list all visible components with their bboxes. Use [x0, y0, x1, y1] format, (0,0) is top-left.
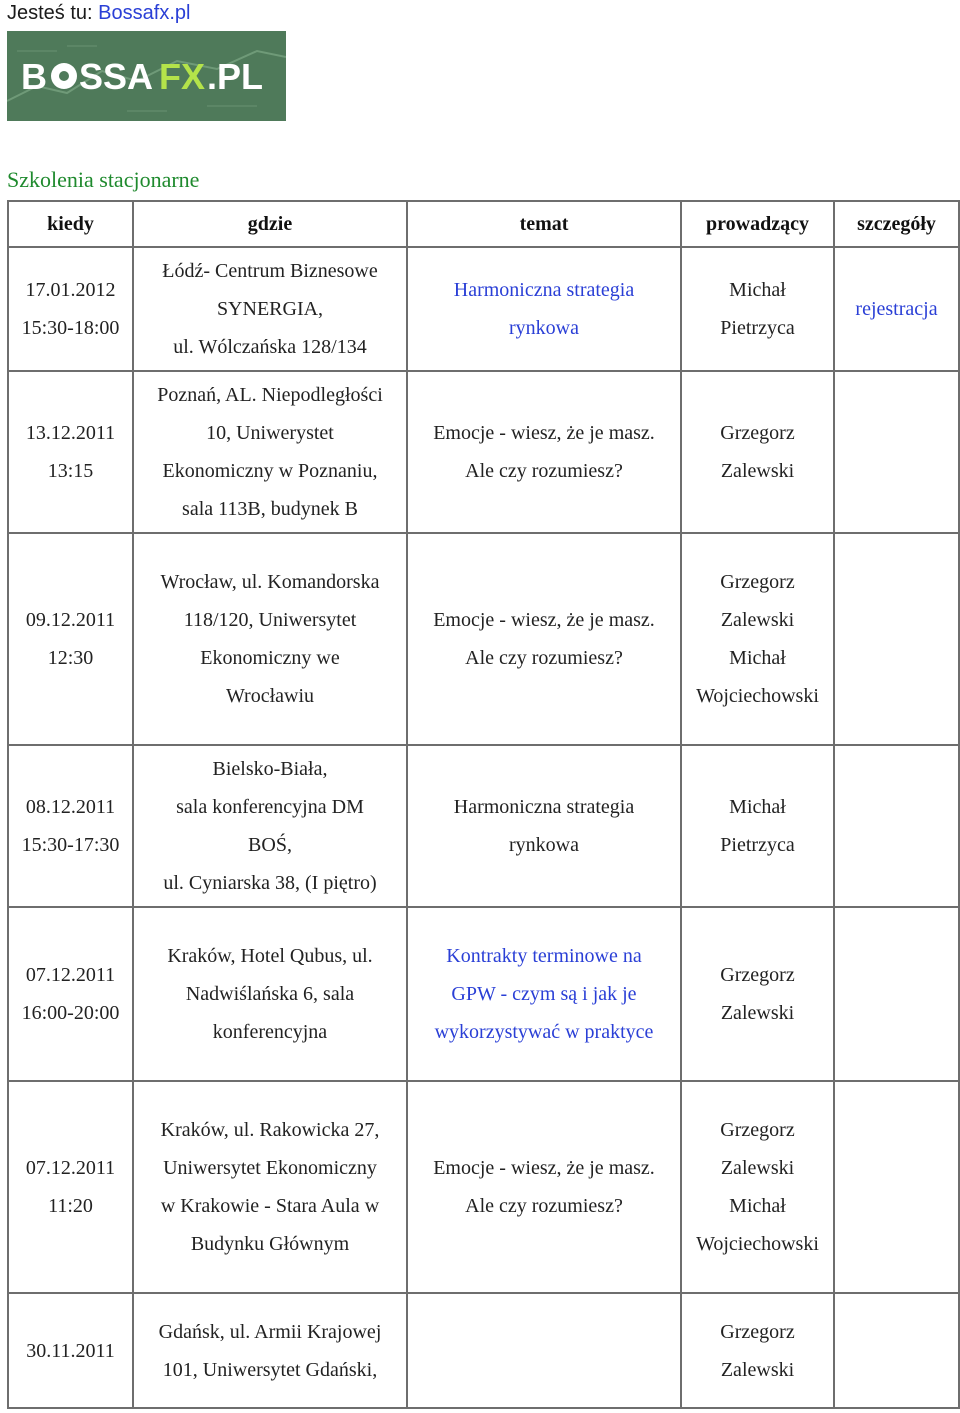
cell-prowadzacy: [681, 1293, 834, 1408]
cell-kiedy: [8, 745, 133, 907]
table-row: [8, 247, 959, 371]
cell-szczegoly: [834, 1081, 959, 1293]
prowadzacy-line: Grzegorz: [720, 964, 795, 986]
cell-gdzie: [133, 1293, 407, 1408]
temat-line: Harmoniczna strategia: [453, 796, 635, 818]
temat-line[interactable]: GPW - czym są i jak je: [451, 983, 637, 1005]
temat-line[interactable]: Kontrakty terminowe na: [446, 945, 642, 967]
prowadzacy-line: Zalewski: [720, 1157, 795, 1179]
breadcrumb: [7, 1, 190, 25]
table-header-row: [8, 201, 959, 247]
cell-prowadzacy: [681, 745, 834, 907]
gdzie-line: Poznań, AL. Niepodległości: [157, 384, 383, 406]
prowadzacy-line: Grzegorz: [720, 1119, 795, 1141]
temat-line[interactable]: rynkowa: [509, 317, 579, 339]
gdzie-line: 118/120, Uniwersytet: [183, 609, 357, 631]
logo-text-ssa: SSA: [79, 56, 154, 97]
cell-temat: [407, 371, 681, 533]
temat-line[interactable]: Harmoniczna strategia: [453, 279, 635, 301]
kiedy-line: 15:30-18:00: [21, 317, 120, 339]
cell-temat: [407, 533, 681, 745]
gdzie-line: sala konferencyjna DM: [176, 796, 364, 818]
kiedy-line: 15:30-17:30: [21, 834, 120, 856]
cell-gdzie: [133, 745, 407, 907]
prowadzacy-line: Michał: [729, 647, 786, 669]
breadcrumb-prefix: Jesteś tu:: [7, 2, 93, 24]
cell-szczegoly: [834, 247, 959, 371]
prowadzacy-line: Michał: [729, 796, 786, 818]
kiedy-line: 17.01.2012: [25, 279, 116, 301]
prowadzacy-line: Michał: [729, 279, 786, 301]
prowadzacy-line: Zalewski: [720, 1358, 795, 1381]
gdzie-line: Wrocławiu: [225, 685, 315, 707]
cell-temat: [407, 745, 681, 907]
logo-text-pl: .PL: [207, 56, 264, 97]
bossafx-logo[interactable]: [7, 31, 286, 121]
prowadzacy-line: Michał: [729, 1195, 786, 1217]
prowadzacy-line: Pietrzyca: [720, 834, 795, 856]
temat-line[interactable]: wykorzystywać w praktyce: [434, 1021, 654, 1043]
cell-szczegoly: [834, 745, 959, 907]
prowadzacy-line: Grzegorz: [720, 571, 795, 593]
gdzie-line: ul. Wólczańska 128/134: [173, 336, 367, 358]
table-row: [8, 533, 959, 745]
header-kiedy: kiedy: [8, 201, 133, 247]
cell-prowadzacy: [681, 247, 834, 371]
gdzie-line: sala 113B, budynek B: [182, 498, 358, 520]
temat-line: Emocje - wiesz, że je masz.: [433, 609, 655, 631]
cell-kiedy: [8, 371, 133, 533]
kiedy-line: 13:15: [47, 460, 94, 482]
schedule-table: [7, 200, 960, 1409]
kiedy-line: 08.12.2011: [25, 796, 116, 818]
cell-gdzie: [133, 1081, 407, 1293]
gdzie-line: Bielsko-Biała,: [212, 758, 328, 780]
header-temat: temat: [407, 201, 681, 247]
kiedy-line: 16:00-20:00: [21, 1002, 120, 1024]
prowadzacy-line: Grzegorz: [720, 1320, 795, 1343]
prowadzacy-line: Zalewski: [720, 460, 795, 482]
cell-kiedy: [8, 533, 133, 745]
kiedy-line: 09.12.2011: [25, 609, 116, 631]
cell-prowadzacy: [681, 533, 834, 745]
gdzie-line: Ekonomiczny w Poznaniu,: [162, 460, 378, 482]
prowadzacy-line: Wojciechowski: [696, 1233, 819, 1255]
table-row: [8, 745, 959, 907]
cell-gdzie: [133, 247, 407, 371]
table-row: [8, 371, 959, 533]
cell-prowadzacy: [681, 371, 834, 533]
cell-gdzie: [133, 533, 407, 745]
cell-prowadzacy: [681, 907, 834, 1081]
cell-prowadzacy: [681, 1081, 834, 1293]
temat-line: Ale czy rozumiesz?: [465, 647, 623, 669]
cell-temat[interactable]: [407, 907, 681, 1081]
cell-kiedy: [8, 1293, 133, 1408]
registration-link[interactable]: rejestracja: [855, 298, 938, 320]
temat-line: Emocje - wiesz, że je masz.: [433, 422, 655, 444]
cell-kiedy: [8, 907, 133, 1081]
kiedy-line: 07.12.2011: [25, 1157, 116, 1179]
kiedy-line: 07.12.2011: [25, 964, 116, 986]
logo-text-b: B: [21, 56, 47, 97]
gdzie-line: Ekonomiczny we: [200, 647, 340, 669]
kiedy-line: 13.12.2011: [25, 422, 116, 444]
header-prowadzacy: prowadzący: [681, 201, 834, 247]
cell-temat: [407, 1293, 681, 1408]
gdzie-line: Gdańsk, ul. Armii Krajowej: [158, 1320, 382, 1343]
gdzie-line: konferencyjna: [212, 1021, 328, 1043]
section-title: Szkolenia stacjonarne: [7, 167, 200, 192]
temat-line: Emocje - wiesz, że je masz.: [433, 1157, 655, 1179]
cell-gdzie: [133, 371, 407, 533]
gdzie-line: Budynku Głównym: [190, 1233, 350, 1255]
breadcrumb-home-link[interactable]: Bossafx.pl: [98, 2, 191, 24]
kiedy-line: 12:30: [47, 647, 94, 669]
prowadzacy-line: Wojciechowski: [696, 685, 819, 707]
gdzie-line: Wrocław, ul. Komandorska: [160, 571, 380, 593]
gdzie-line: w Krakowie - Stara Aula w: [160, 1195, 380, 1217]
gdzie-line: 101, Uniwersytet Gdański,: [162, 1358, 378, 1381]
gdzie-line: Kraków, ul. Rakowicka 27,: [160, 1119, 380, 1141]
prowadzacy-line: Pietrzyca: [720, 317, 795, 339]
table-row: [8, 1293, 959, 1408]
cell-szczegoly: [834, 907, 959, 1081]
header-gdzie: gdzie: [133, 201, 407, 247]
kiedy-line: 30.11.2011: [26, 1339, 115, 1362]
cell-szczegoly: [834, 533, 959, 745]
kiedy-line: 11:20: [48, 1195, 93, 1217]
gdzie-line: Kraków, Hotel Qubus, ul.: [167, 945, 373, 967]
logo-graphic: [7, 31, 286, 121]
cell-szczegoly: [834, 1293, 959, 1408]
prowadzacy-line: Zalewski: [720, 1002, 795, 1024]
gdzie-line: Nadwiślańska 6, sala: [185, 983, 355, 1005]
header-szczegoly: szczegóły: [834, 201, 959, 247]
cell-szczegoly: [834, 371, 959, 533]
table-row: [8, 907, 959, 1081]
gdzie-line: BOŚ,: [248, 834, 292, 856]
gdzie-line: Łódź- Centrum Biznesowe: [162, 260, 378, 282]
cell-kiedy: [8, 247, 133, 371]
table-row: [8, 1081, 959, 1293]
cell-kiedy: [8, 1081, 133, 1293]
cell-temat: [407, 1081, 681, 1293]
cell-gdzie: [133, 907, 407, 1081]
logo-text-fx: FX: [159, 56, 206, 97]
gdzie-line: SYNERGIA,: [216, 298, 324, 320]
temat-line: Ale czy rozumiesz?: [465, 460, 623, 482]
gdzie-line: Uniwersytet Ekonomiczny: [163, 1157, 377, 1179]
temat-line: rynkowa: [509, 834, 579, 856]
prowadzacy-line: Zalewski: [720, 609, 795, 631]
gdzie-line: 10, Uniwerystet: [206, 422, 334, 444]
cell-temat[interactable]: [407, 247, 681, 371]
temat-line: Ale czy rozumiesz?: [465, 1195, 623, 1217]
prowadzacy-line: Grzegorz: [720, 422, 795, 444]
gdzie-line: ul. Cyniarska 38, (I piętro): [163, 872, 377, 894]
